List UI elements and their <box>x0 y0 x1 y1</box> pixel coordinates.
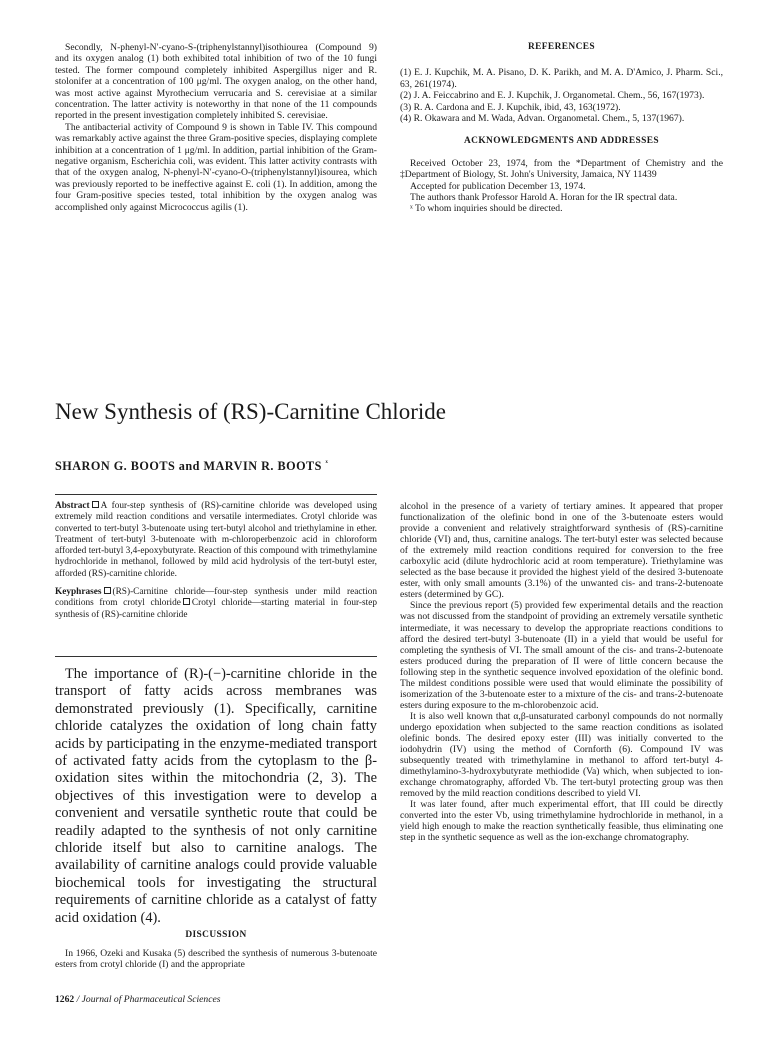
discussion-heading: DISCUSSION <box>185 930 247 940</box>
abstract-bottom-rule <box>55 656 377 657</box>
body-paragraph: The antibacterial activity of Compound 9 is shown in Table IV. This compound was remarkably active against the three Gram-positive species, displaying complete inhibition at a concentration of 1 μg/ml. In addition, partial inhibition of the Gram-negative organism, Escherichia coli, was evident. This latter activity contrasts with that of the oxygen analog, N-phenyl-N′-cyano-O-(triphenylstannyl)isourea, which was previously reported to be ineffective against E. coli (1). In addition, among the four Gram-positive species tested, total inhibition by the oxygen analog was accomplished only against Micrococcus agilis (1). <box>55 121 377 213</box>
body-paragraph: It was later found, after much experimental effort, that III could be directly converted into the ester Vb, using trimethylamine hydrochloride in methanol, in a yield high enough to make the reaction synthetically feasible, thus eliminating one step in the synthetic sequence as well as the ion-exchange chromatography. <box>400 799 723 844</box>
article-title: New Synthesis of (RS)-Carnitine Chloride <box>55 399 446 424</box>
keyphrases-label: Keyphrases <box>55 587 102 598</box>
introduction <box>55 666 377 927</box>
keyphrase-item: Crotyl chloride—starting material in four-step synthesis of (RS)-carnitine chloride <box>55 598 377 620</box>
box-bullet-icon <box>183 598 190 605</box>
abstract-paragraph <box>55 501 377 580</box>
body-paragraph: alcohol in the presence of a variety of tertiary amines. It appeared that proper functionalization of the olefinic bond in one of the 3-butenoate esters would provide a convenient and relatively straightforward synthesis of (RS)-carnitine chloride (VI) and, thus, carnitine analogs. The tert-butyl ester was selected because of the extremely mild reaction conditions required for conversion to the free carboxylic acid (dilute hydrochloric acid at room temperature). Triethylamine was selected as the base because it provided the highest yield of the desired 3-butenoate ester, with only small amounts (3.1%) of the unwanted cis- and trans-2-butenoate esters (determined by GC). <box>400 501 723 601</box>
body-paragraph: It is also well known that α,β-unsaturated carbonyl compounds do not normally undergo epoxidation when subjected to the same reaction conditions as isolated olefinic bonds. The desired epoxy ester (III) was initially converted to the iodohydrin (IV) using the method of Cornforth (6). Compound IV was subsequently treated with trimethylamine in methanol to afford tert-butyl 4-dimethylamino-3-hydroxybutyrate methiodide (Va) which, when subjected to ion-exchange chromatography, afforded Vb. The tert-butyl protecting group was then removed by the mild reaction conditions described to yield VI. <box>400 710 723 800</box>
ack-paragraph: Received October 23, 1974, from the *Department of Chemistry and the ‡Department of Biology, St. John's University, Jamaica, NY 11439 <box>400 157 723 181</box>
discussion-column <box>55 948 377 971</box>
abstract-text: A four-step synthesis of (RS)-carnitine chloride was developed using extremely mild reaction conditions and versatile intermediates. Crotyl chloride was converted to tert-butyl 3-butenoate using tert-butyl alcohol and triethylamine in ether. Treatment of tert-butyl 3-butenoate with m-chloroperbenzoic acid in chloroform afforded tert-butyl 3,4-epoxybutyrate. Reaction of this compound with trimethylamine hydrochloride in methanol, followed by mild acid hydrolysis of the tert-butyl ester, afforded (RS)-carnitine chloride. <box>55 501 377 579</box>
introduction-paragraph: The importance of (R)-(−)-carnitine chloride in the transport of fatty acids across membranes was demonstrated previously (1). Specifically, carnitine chloride catalyzes the oxidation of long chain fatty acids by participating in the enzyme-mediated transport of activated fatty acids from the cytoplasm to the β-oxidation sites within the mitochondria (2, 3). The objectives of this investigation were to develop a convenient and versatile synthetic route that could be readily adapted to the synthesis of not only carnitine chloride itself but also to carnitine analogs. The availability of carnitine analogs could provide valuable biochemical tools for investigating the structural requirements of carnitine chloride as a catalyst of fatty acid oxidation (4). <box>55 666 377 926</box>
page-footer <box>55 994 220 1005</box>
box-bullet-icon <box>92 501 99 508</box>
acknowledgments-heading: ACKNOWLEDGMENTS AND ADDRESSES <box>464 136 659 147</box>
box-bullet-icon <box>104 587 111 594</box>
page-number: 1262 <box>55 994 75 1005</box>
abstract-top-rule <box>55 494 377 495</box>
keyphrases-paragraph <box>55 587 377 621</box>
body-paragraph: Since the previous report (5) provided few experimental details and the reaction was not discussed from the standpoint of providing an extremely versatile synthetic intermediate, it was necessary to develop the appropriate reactions conditions to afford the desired tert-butyl 3-butenoate (II) in a yield that would be useful for completing the synthesis of VI. The small amount of the cis- and trans-2-butenoate esters produced during the preparation of II were of little concern because the following step in the synthetic sequence involved epoxidation of the olefinic bond. The mildest conditions possible were used that would eliminate the possibility of isomerization of the 3-butenoate ester to a mixture of the cis- and trans-2-butenoate esters during exposure to the m-chlorobenzoic acid. <box>400 600 723 711</box>
reference-item: (3) R. A. Cardona and E. J. Kupchik, ibid, 43, 163(1972). <box>400 101 621 113</box>
reference-item: (4) R. Okawara and M. Wada, Advan. Organometal. Chem., 5, 137(1967). <box>400 113 685 125</box>
corresponding-author-mark: ˣ <box>325 458 329 467</box>
journal-name: / Journal of Pharmaceutical Sciences <box>76 994 221 1005</box>
article-authors <box>55 458 328 474</box>
ack-paragraph: ˣ To whom inquiries should be directed. <box>410 203 563 215</box>
discussion-paragraph: In 1966, Ozeki and Kusaka (5) described the synthesis of numerous 3-butenoate esters from crotyl chloride (I) and the appropriate <box>55 948 377 971</box>
reference-item: (1) E. J. Kupchik, M. A. Pisano, D. K. Parikh, and M. A. D'Amico, J. Pharm. Sci., 63, 261(1974). <box>400 67 723 90</box>
body-paragraph: Secondly, N-phenyl-N′-cyano-S-(triphenylstannyl)isothiourea (Compound 9) and its oxygen analog (1) both exhibited total inhibition of two of the 10 fungi tested. The former compound completely inhibited Aspergillus niger and R. stolonifer at a concentration of 100 μg/ml. The oxygen analog, on the other hand, was most active against Myrothecium verrucaria and S. cerevisiae at a similar concentration. The latter activity is noteworthy in that none of the 11 compounds reported in the present investigation completely inhibited S. cerevisiae. <box>55 42 377 122</box>
top-left-column <box>55 42 377 213</box>
ack-paragraph: Accepted for publication December 13, 1974. <box>410 180 586 192</box>
reference-item: (2) J. A. Feiccabrino and E. J. Kupchik, J. Organometal. Chem., 56, 167(1973). <box>400 90 705 102</box>
references-heading: REFERENCES <box>527 42 596 52</box>
right-main-column <box>400 501 723 843</box>
abstract-block <box>55 501 377 621</box>
keyphrase-item: (RS)-Carnitine chloride—four-step synthesis under mild reaction conditions from crotyl chloride <box>55 587 377 609</box>
references-column <box>400 42 723 215</box>
ack-paragraph: The authors thank Professor Harold A. Horan for the IR spectral data. <box>410 192 678 204</box>
authors-names: SHARON G. BOOTS and MARVIN R. BOOTS <box>55 459 322 474</box>
abstract-label: Abstract <box>55 501 90 511</box>
